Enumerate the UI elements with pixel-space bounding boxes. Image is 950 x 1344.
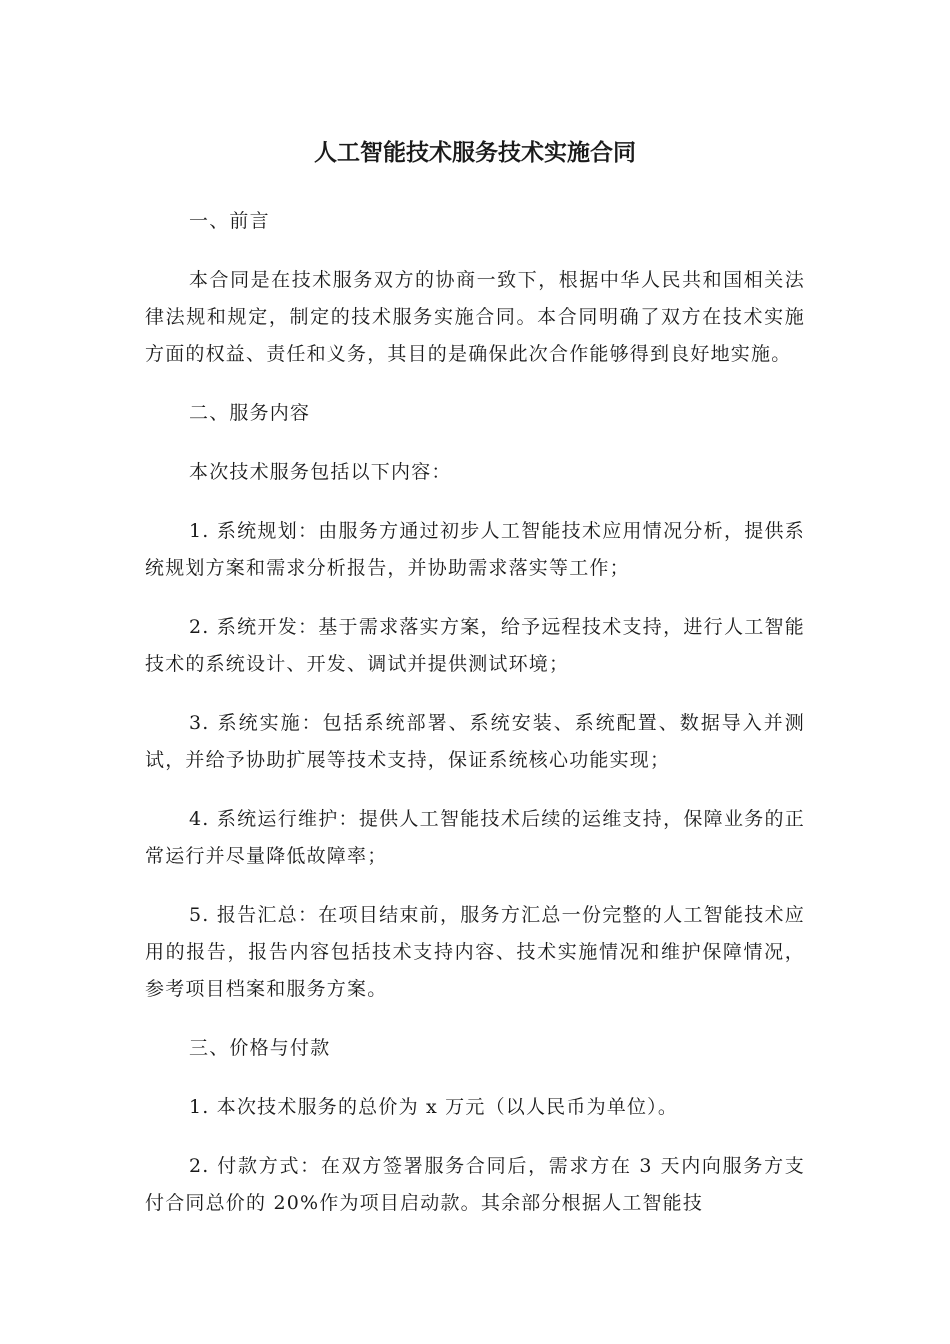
list-item-system-maintenance: 4. 系统运行维护：提供人工智能技术后续的运维支持，保障业务的正常运行并尽量降低故障率； — [145, 808, 805, 867]
section-heading-price-payment: 三、价格与付款 — [189, 1037, 331, 1059]
list-item-payment-method: 2. 付款方式：在双方签署服务合同后，需求方在 3 天内向服务方支付合同总价的 20%作为项目启动款。其余部分根据人工智能技 — [145, 1155, 805, 1214]
document-title: 人工智能技术服务技术实施合同 — [314, 140, 636, 166]
document-body — [145, 203, 805, 1244]
section-heading-service-content: 二、服务内容 — [189, 402, 311, 424]
list-item-system-development: 2. 系统开发：基于需求落实方案，给予远程技术支持，进行人工智能技术的系统设计、开发、调试并提供测试环境； — [145, 616, 805, 675]
section-heading-preface: 一、前言 — [189, 210, 270, 232]
list-item-report-summary: 5. 报告汇总：在项目结束前，服务方汇总一份完整的人工智能技术应用的报告，报告内容包括技术支持内容、技术实施情况和维护保障情况，参考项目档案和服务方案。 — [145, 904, 805, 1000]
list-item-system-implementation: 3. 系统实施：包括系统部署、系统安装、系统配置、数据导入并测试，并给予协助扩展等技术支持，保证系统核心功能实现； — [145, 712, 805, 771]
paragraph-preface: 本合同是在技术服务双方的协商一致下，根据中华人民共和国相关法律法规和规定，制定的技术服务实施合同。本合同明确了双方在技术实施方面的权益、责任和义务，其目的是确保此次合作能够得到良好地实施。 — [145, 269, 805, 365]
list-item-system-planning: 1. 系统规划：由服务方通过初步人工智能技术应用情况分析，提供系统规划方案和需求分析报告，并协助需求落实等工作； — [145, 520, 805, 579]
list-item-total-price: 1. 本次技术服务的总价为 x 万元（以人民币为单位）。 — [189, 1096, 679, 1118]
paragraph-service-intro: 本次技术服务包括以下内容： — [189, 461, 452, 483]
